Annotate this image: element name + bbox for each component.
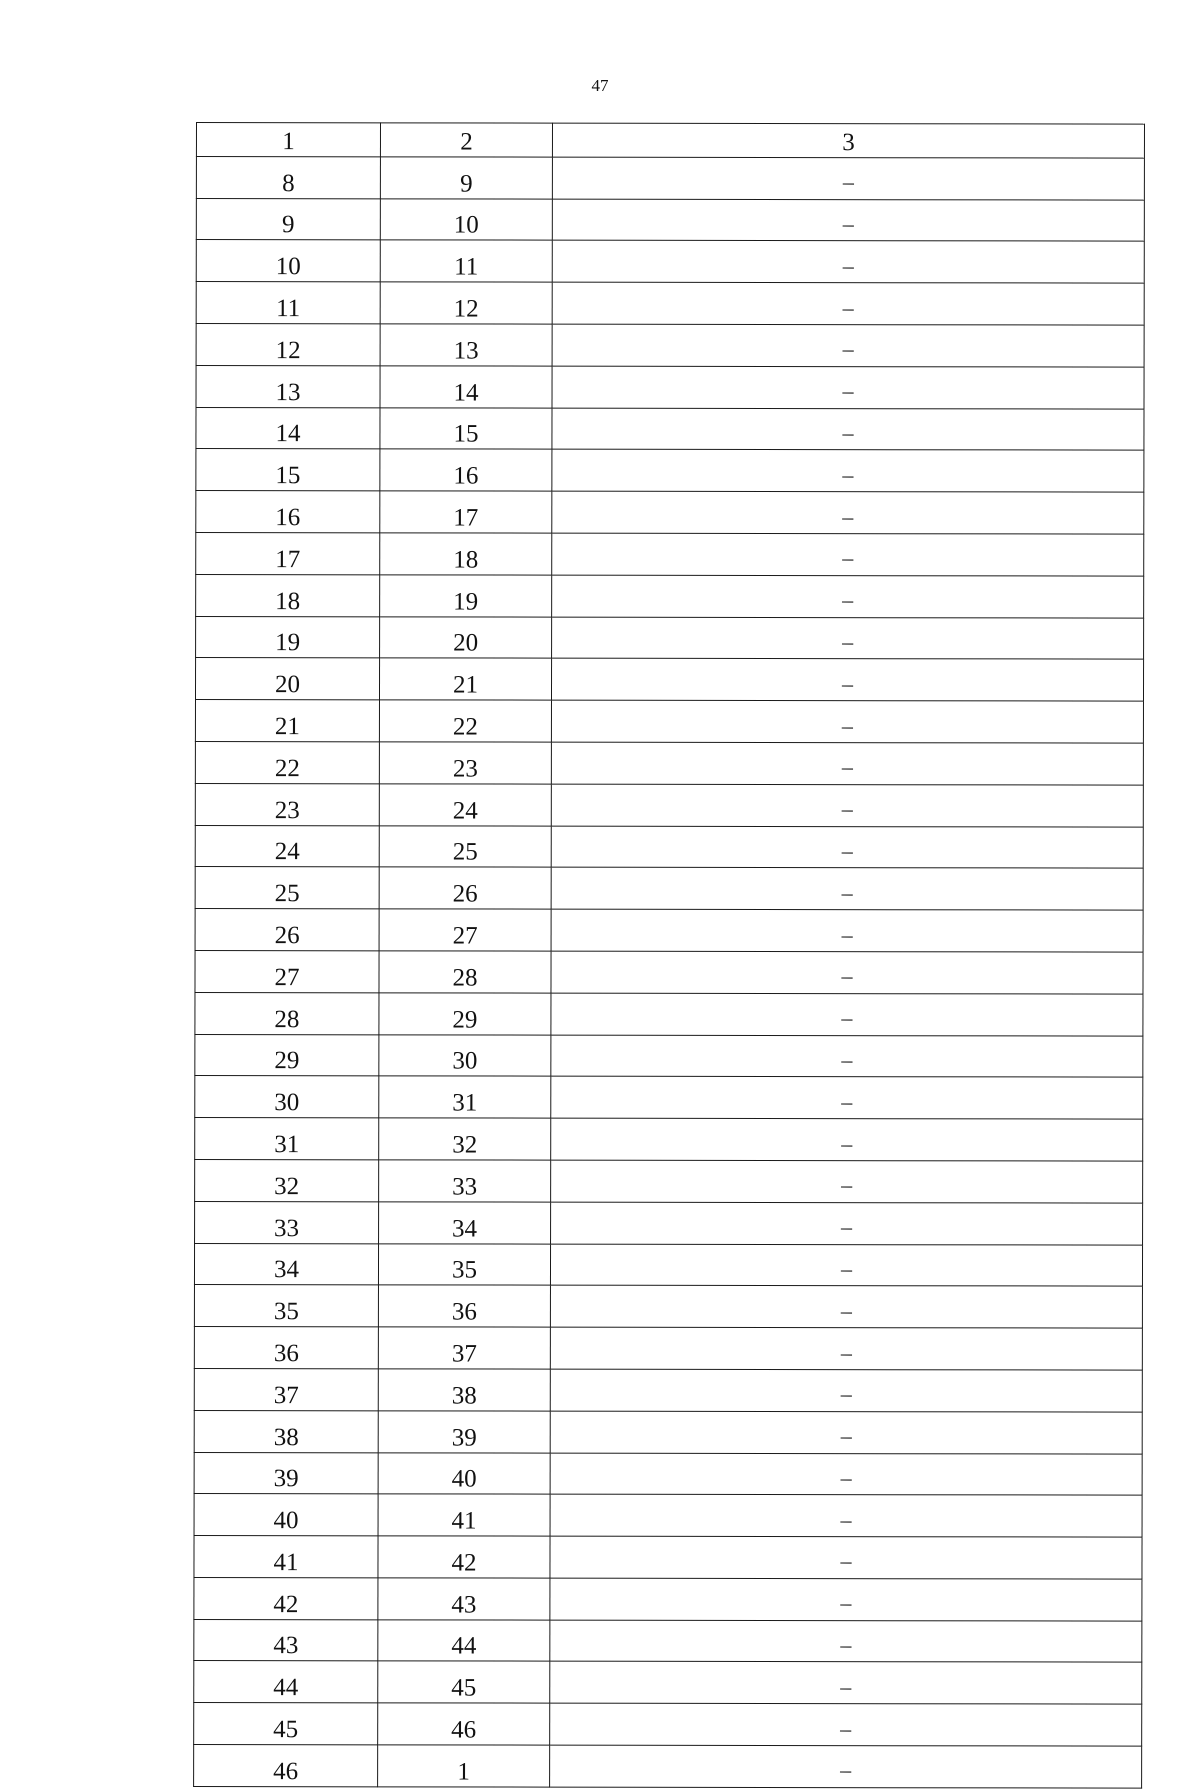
table-cell-col-2: 32 xyxy=(379,1118,551,1160)
table-cell-col-1: 42 xyxy=(194,1577,378,1619)
table-cell-col-3: – xyxy=(551,951,1143,994)
table-row xyxy=(194,1243,1142,1286)
table-cell-col-2: 37 xyxy=(378,1327,550,1369)
table-cell-col-2: 1 xyxy=(378,1745,550,1787)
table-row xyxy=(195,950,1143,993)
table-cell-col-3: – xyxy=(552,575,1144,618)
table-cell-col-2: 14 xyxy=(380,366,552,408)
table-cell-col-1: 9 xyxy=(196,198,380,240)
table-cell-col-2: 35 xyxy=(378,1243,550,1285)
table-row xyxy=(194,1285,1142,1328)
table-cell-col-2: 20 xyxy=(380,616,552,658)
table-cell-col-3: – xyxy=(551,867,1143,910)
table-row xyxy=(196,282,1144,325)
table-row xyxy=(195,1076,1143,1119)
table-row xyxy=(196,407,1144,450)
table-row xyxy=(194,1619,1142,1662)
table-cell-col-2: 45 xyxy=(378,1661,550,1703)
table-row xyxy=(196,156,1144,199)
table-cell-col-3: – xyxy=(550,1494,1142,1537)
table-cell-col-3: – xyxy=(552,491,1144,534)
table-cell-col-3: – xyxy=(552,282,1144,325)
table-cell-col-3: – xyxy=(550,1453,1142,1496)
table-row xyxy=(194,1703,1142,1746)
table-row xyxy=(194,1410,1142,1453)
table-row xyxy=(194,1327,1142,1370)
table-cell-col-2: 29 xyxy=(379,993,551,1035)
table-row xyxy=(195,1159,1143,1202)
table-cell-col-2: 13 xyxy=(380,324,552,366)
table-cell-col-2: 42 xyxy=(378,1536,550,1578)
table-cell-col-2: 40 xyxy=(378,1452,550,1494)
table-row xyxy=(195,992,1143,1035)
table-cell-col-2: 25 xyxy=(379,825,551,867)
table-cell-col-3: – xyxy=(552,241,1144,284)
table-row xyxy=(194,1494,1142,1537)
table-row xyxy=(194,1577,1142,1620)
table-cell-col-3: – xyxy=(551,700,1143,743)
table-cell-col-3: – xyxy=(551,909,1143,952)
table-cell-col-3: – xyxy=(551,1076,1143,1119)
table-cell-col-3: – xyxy=(551,993,1143,1036)
table-cell-col-1: 21 xyxy=(195,700,379,742)
table-cell-col-1: 41 xyxy=(194,1536,378,1578)
table-cell-col-1: 18 xyxy=(196,574,380,616)
table-cell-col-2: 15 xyxy=(380,407,552,449)
table-cell-col-2: 27 xyxy=(379,909,551,951)
table-cell-col-2: 10 xyxy=(380,198,552,240)
table-cell-col-1: 46 xyxy=(194,1745,378,1787)
table-cell-col-1: 19 xyxy=(196,616,380,658)
table-cell-col-3: – xyxy=(552,408,1144,451)
table-row xyxy=(195,867,1143,910)
table-row xyxy=(194,1661,1142,1704)
table-cell-col-3: – xyxy=(551,1202,1143,1245)
table-cell-col-2: 39 xyxy=(378,1411,550,1453)
table-row xyxy=(195,741,1143,784)
table-row xyxy=(196,532,1144,575)
column-header-2: 2 xyxy=(380,123,552,157)
table-row xyxy=(195,1034,1143,1077)
column-header-3: 3 xyxy=(552,123,1144,158)
table-cell-col-1: 20 xyxy=(195,658,379,700)
table-cell-col-2: 9 xyxy=(380,157,552,199)
table-row xyxy=(195,658,1143,701)
page-number: 47 xyxy=(591,76,609,95)
table-cell-col-3: – xyxy=(550,1620,1142,1663)
table-cell-col-1: 25 xyxy=(195,867,379,909)
table-cell-col-2: 18 xyxy=(380,533,552,575)
table-cell-col-1: 39 xyxy=(194,1452,378,1494)
table-cell-col-1: 8 xyxy=(196,156,380,198)
table-cell-col-2: 33 xyxy=(379,1160,551,1202)
table-cell-col-3: – xyxy=(551,1118,1143,1161)
table-row xyxy=(195,909,1143,952)
table-cell-col-1: 22 xyxy=(195,741,379,783)
table-cell-col-2: 30 xyxy=(379,1034,551,1076)
table-cell-col-1: 35 xyxy=(194,1285,378,1327)
table-cell-col-1: 31 xyxy=(195,1118,379,1160)
table-cell-col-3: – xyxy=(552,366,1144,409)
table-cell-col-2: 34 xyxy=(379,1202,551,1244)
table-cell-col-2: 26 xyxy=(379,867,551,909)
table-cell-col-2: 11 xyxy=(380,240,552,282)
table-cell-col-1: 33 xyxy=(195,1201,379,1243)
table-cell-col-2: 16 xyxy=(380,449,552,491)
table-cell-col-3: – xyxy=(552,617,1144,660)
table-cell-col-1: 13 xyxy=(196,365,380,407)
table-cell-col-2: 22 xyxy=(379,700,551,742)
table-cell-col-1: 40 xyxy=(194,1494,378,1536)
table-cell-col-2: 28 xyxy=(379,951,551,993)
table-cell-col-1: 11 xyxy=(196,282,380,324)
table-cell-col-1: 36 xyxy=(194,1327,378,1369)
table-cell-col-1: 16 xyxy=(196,491,380,533)
table-cell-col-3: – xyxy=(552,449,1144,492)
table-row xyxy=(196,449,1144,492)
table-header-row xyxy=(196,123,1144,158)
table-cell-col-1: 34 xyxy=(194,1243,378,1285)
table-row xyxy=(194,1452,1142,1495)
table-cell-col-1: 26 xyxy=(195,909,379,951)
table-cell-col-3: – xyxy=(552,533,1144,576)
table-cell-col-2: 31 xyxy=(379,1076,551,1118)
table-cell-col-3: – xyxy=(551,658,1143,701)
table-cell-col-2: 44 xyxy=(378,1620,550,1662)
table-row xyxy=(196,198,1144,241)
table-row xyxy=(194,1745,1142,1788)
table-row xyxy=(195,825,1143,868)
table-cell-col-2: 38 xyxy=(378,1369,550,1411)
table-cell-col-2: 36 xyxy=(378,1285,550,1327)
table-row xyxy=(196,240,1144,283)
table-cell-col-3: – xyxy=(550,1536,1142,1579)
table-cell-col-3: – xyxy=(551,826,1143,869)
table-cell-col-1: 37 xyxy=(194,1368,378,1410)
table-row xyxy=(196,365,1144,408)
table-cell-col-1: 14 xyxy=(196,407,380,449)
table-cell-col-3: – xyxy=(550,1369,1142,1412)
table-cell-col-3: – xyxy=(551,1160,1143,1203)
table-row xyxy=(196,616,1144,659)
table-cell-col-2: 43 xyxy=(378,1578,550,1620)
table-cell-col-3: – xyxy=(552,199,1144,242)
table-cell-col-3: – xyxy=(551,784,1143,827)
table-row xyxy=(194,1536,1142,1579)
table-cell-col-3: – xyxy=(550,1745,1142,1788)
table-cell-col-1: 23 xyxy=(195,783,379,825)
table-cell-col-3: – xyxy=(550,1411,1142,1454)
table-cell-col-1: 38 xyxy=(194,1410,378,1452)
table-cell-col-2: 21 xyxy=(379,658,551,700)
table-row xyxy=(194,1368,1142,1411)
table-cell-col-3: – xyxy=(550,1578,1142,1621)
table-cell-col-2: 24 xyxy=(379,784,551,826)
table-cell-col-3: – xyxy=(550,1703,1142,1746)
table-cell-col-2: 46 xyxy=(378,1703,550,1745)
table-cell-col-1: 28 xyxy=(195,992,379,1034)
table-cell-col-1: 43 xyxy=(194,1619,378,1661)
table-row xyxy=(195,783,1143,826)
table-cell-col-3: – xyxy=(550,1327,1142,1370)
table-row xyxy=(196,323,1144,366)
table-body xyxy=(194,156,1145,1788)
table-cell-col-1: 32 xyxy=(195,1159,379,1201)
table-cell-col-1: 24 xyxy=(195,825,379,867)
data-table xyxy=(193,122,1145,1789)
table-cell-col-3: – xyxy=(550,1285,1142,1328)
table-row xyxy=(195,700,1143,743)
table-cell-col-1: 10 xyxy=(196,240,380,282)
table-cell-col-1: 45 xyxy=(194,1703,378,1745)
table-row xyxy=(196,491,1144,534)
table-cell-col-1: 29 xyxy=(195,1034,379,1076)
table-cell-col-1: 15 xyxy=(196,449,380,491)
table-cell-col-1: 27 xyxy=(195,950,379,992)
table-cell-col-2: 19 xyxy=(380,575,552,617)
table-cell-col-2: 17 xyxy=(380,491,552,533)
table-cell-col-1: 44 xyxy=(194,1661,378,1703)
table-cell-col-1: 12 xyxy=(196,323,380,365)
table-cell-col-3: – xyxy=(552,324,1144,367)
table-cell-col-3: – xyxy=(551,742,1143,785)
table-cell-col-3: – xyxy=(550,1244,1142,1287)
table-cell-col-2: 23 xyxy=(379,742,551,784)
table-cell-col-2: 41 xyxy=(378,1494,550,1536)
table-row xyxy=(195,1118,1143,1161)
table-row xyxy=(196,574,1144,617)
column-header-1: 1 xyxy=(196,123,380,157)
table-cell-col-2: 12 xyxy=(380,282,552,324)
table-cell-col-3: – xyxy=(552,157,1144,200)
table-cell-col-1: 30 xyxy=(195,1076,379,1118)
table-cell-col-1: 17 xyxy=(196,532,380,574)
table-row xyxy=(195,1201,1143,1244)
table-cell-col-3: – xyxy=(551,1035,1143,1078)
table-cell-col-3: – xyxy=(550,1662,1142,1705)
